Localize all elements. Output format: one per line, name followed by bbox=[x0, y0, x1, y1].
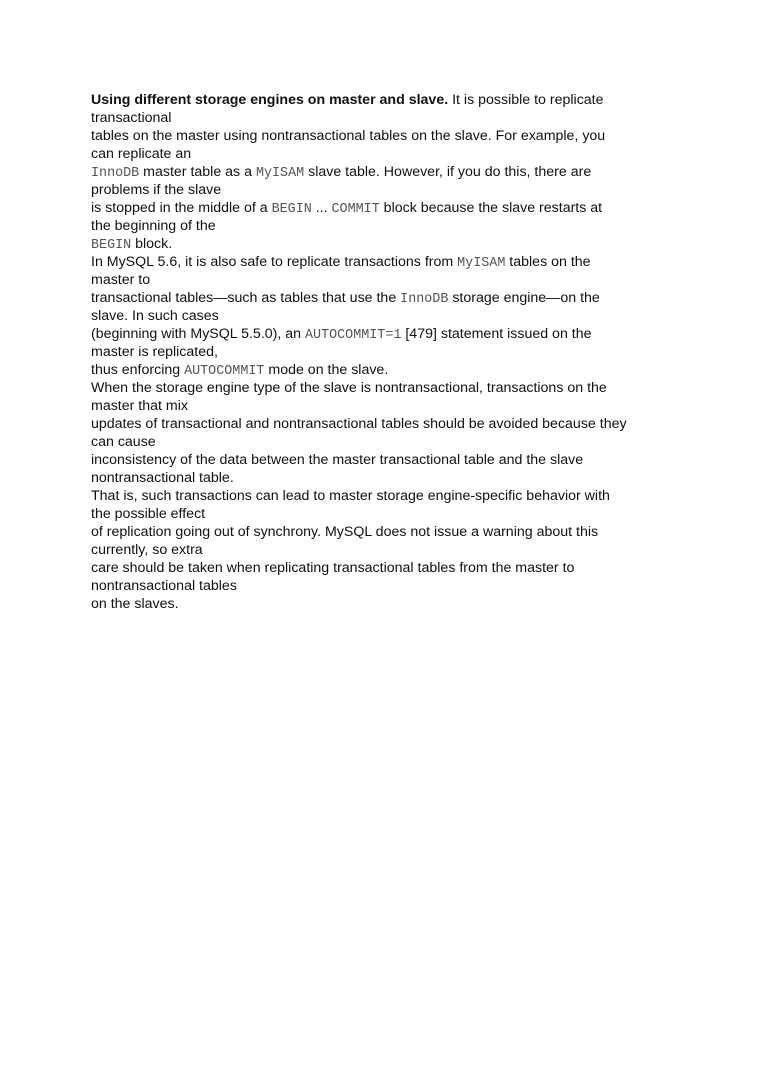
text-line bbox=[91, 505, 681, 523]
code-literal: MyISAM bbox=[255, 166, 305, 181]
text-line bbox=[91, 271, 681, 289]
text-run: storage engine—on the bbox=[448, 290, 600, 306]
text-line bbox=[91, 289, 681, 307]
text-run: (beginning with MySQL 5.5.0), an bbox=[91, 326, 305, 342]
text-run: nontransactional table. bbox=[91, 470, 234, 486]
code-literal: AUTOCOMMIT=1 bbox=[304, 328, 402, 343]
code-literal: InnoDB bbox=[91, 166, 140, 181]
text-run: updates of transactional and nontransactional tables should be avoided because they bbox=[91, 416, 627, 432]
text-line bbox=[91, 91, 681, 109]
code-literal: AUTOCOMMIT bbox=[184, 364, 265, 379]
text-run: currently, so extra bbox=[91, 542, 203, 558]
text-run: It is possible to replicate bbox=[448, 92, 604, 108]
text-run: tables on the master using nontransactional tables on the slave. For example, you bbox=[91, 128, 606, 144]
text-run: slave table. However, if you do this, there are bbox=[304, 164, 592, 180]
code-literal: InnoDB bbox=[400, 292, 449, 307]
text-run: mode on the slave. bbox=[264, 362, 389, 378]
code-literal: BEGIN bbox=[271, 202, 312, 217]
text-line bbox=[91, 541, 681, 559]
text-run: That is, such transactions can lead to master storage engine-specific behavior with bbox=[91, 488, 610, 504]
text-run: tables on the bbox=[505, 254, 591, 270]
text-line bbox=[91, 163, 681, 181]
text-line bbox=[91, 253, 681, 271]
text-run: problems if the slave bbox=[91, 182, 222, 198]
text-line bbox=[91, 361, 681, 379]
text-line bbox=[91, 145, 681, 163]
text-line bbox=[91, 343, 681, 361]
text-line bbox=[91, 397, 681, 415]
text-line bbox=[91, 595, 681, 613]
text-line bbox=[91, 577, 681, 595]
text-run: block because the slave restarts at bbox=[379, 200, 603, 216]
text-run: master to bbox=[91, 272, 151, 288]
text-run: inconsistency of the data between the master transactional table and the slave bbox=[91, 452, 584, 468]
text-run: care should be taken when replicating transactional tables from the master to bbox=[91, 560, 575, 576]
text-run: master is replicated, bbox=[91, 344, 218, 360]
text-run: on the slaves. bbox=[91, 596, 179, 612]
section-lead-heading: Using different storage engines on master and slave. bbox=[91, 92, 449, 108]
text-run: is stopped in the middle of a bbox=[91, 200, 272, 216]
text-run: In MySQL 5.6, it is also safe to replicate transactions from bbox=[91, 254, 458, 270]
text-line bbox=[91, 109, 681, 127]
text-line bbox=[91, 469, 681, 487]
text-line bbox=[91, 181, 681, 199]
text-run: [479] statement issued on the bbox=[401, 326, 592, 342]
text-run: nontransactional tables bbox=[91, 578, 237, 594]
text-line bbox=[91, 235, 681, 253]
code-literal: MyISAM bbox=[457, 256, 506, 271]
text-run: master table as a bbox=[139, 164, 256, 180]
body-text-block bbox=[91, 91, 681, 613]
text-run: transactional tables—such as tables that use the bbox=[91, 290, 401, 306]
text-run: of replication going out of synchrony. MySQL does not issue a warning about this bbox=[91, 524, 599, 540]
text-line bbox=[91, 451, 681, 469]
code-literal: COMMIT bbox=[331, 202, 380, 217]
text-line bbox=[91, 217, 681, 235]
text-run: the beginning of the bbox=[91, 218, 216, 234]
text-run: slave. In such cases bbox=[91, 308, 219, 324]
code-literal: BEGIN bbox=[91, 238, 132, 253]
text-line bbox=[91, 415, 681, 433]
text-line bbox=[91, 559, 681, 577]
text-line bbox=[91, 199, 681, 217]
text-line bbox=[91, 325, 681, 343]
text-line bbox=[91, 379, 681, 397]
text-run: When the storage engine type of the slave is nontransactional, transactions on the bbox=[91, 380, 607, 396]
text-run: block. bbox=[131, 236, 173, 252]
text-line bbox=[91, 127, 681, 145]
text-line bbox=[91, 523, 681, 541]
text-line bbox=[91, 433, 681, 451]
text-run: can replicate an bbox=[91, 146, 192, 162]
text-run: ... bbox=[311, 200, 332, 216]
text-run: the possible effect bbox=[91, 506, 206, 522]
text-run: thus enforcing bbox=[91, 362, 185, 378]
text-line bbox=[91, 307, 681, 325]
text-run: master that mix bbox=[91, 398, 188, 414]
text-run: can cause bbox=[91, 434, 156, 450]
text-run: transactional bbox=[91, 110, 172, 126]
text-line bbox=[91, 487, 681, 505]
